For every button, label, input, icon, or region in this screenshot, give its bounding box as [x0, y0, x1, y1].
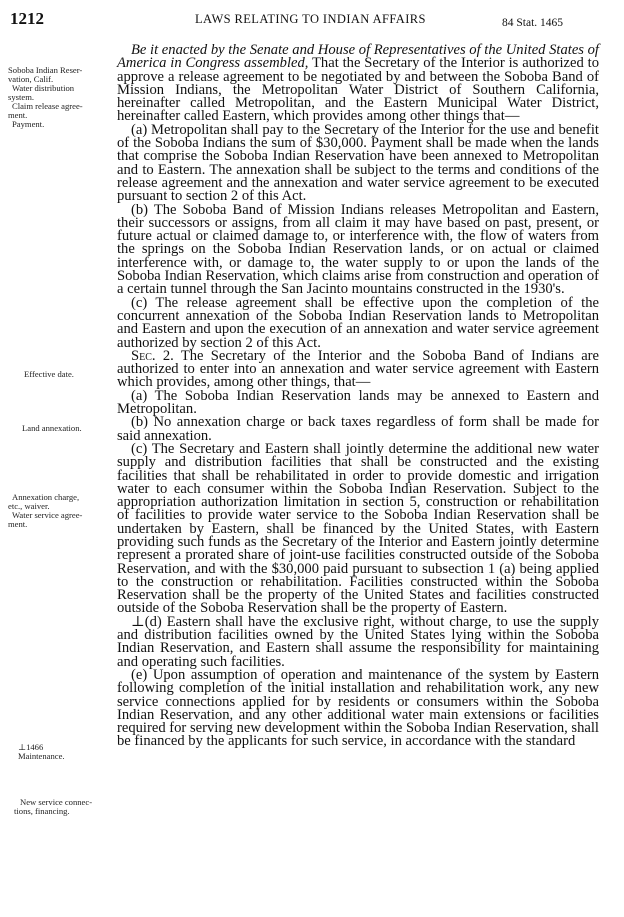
margin-note-line: etc., waiver. [8, 501, 50, 511]
margin-note-line: Payment. [12, 119, 45, 129]
margin-note-land-annexation: Land annexation. [22, 423, 82, 433]
margin-note-line: Water distribution [12, 83, 75, 93]
section-2-paragraph-c: (c) The Secretary and Eastern shall jointly determine the additional new water supply and distribution facilities that shall be constructed and the existing facilities that shall be rehabilitated in order to provide domestic and irrigation water to each consumer within the Soboba Indian Reservation. Subject to the appropriation authorization limitation in section 5, construction or rehabilitation of facilities to provide water service to the Soboba Indian Reservation shall be undertaken by Eastern, shall be financed by the United States, with Eastern providing such funds as the Secretary of the Interior and Eastern jointly determine represent a prorated share of joint-use facilities constructed outside of the Soboba Reservation, and with the $30,000 paid pursuant to subsection 1 (a) being applied to the construction or rehabilitation. Facilities constructed within the Soboba Reservation shall be the property of the United States and facilities constructed outside of the Soboba Reservation shall be the property of Eastern. [117, 440, 599, 617]
section-text: The Secretary of the Interior and the Soboba Band of Indians are authorized to enter into an annexation and water service agreement with Eastern which provides, among other things, that— [117, 347, 600, 391]
enacting-formula: Be it enacted by the Senate and House of Representatives of the United States of America in Congress assembled, [117, 42, 599, 72]
margin-note-annexation-charge [8, 493, 116, 529]
margin-note-line: Claim release agree- [12, 101, 83, 111]
margin-note-line: ment. [8, 110, 28, 120]
margin-note-line: tions, financing. [14, 806, 70, 816]
section-2 [117, 347, 600, 391]
paragraph-c: (c) The release agreement shall be effective upon the completion of the concurrent annexation of the Soboba Indian Reservation lands to Metropolitan and Eastern and upon the execution of an annexation and water service agreement authorized by section 2 of this Act. [117, 294, 599, 351]
margin-note-line: ⊥1466 [18, 742, 44, 752]
margin-note-line: system. [8, 92, 35, 102]
enacting-text: That the Secretary of the Interior is authorized to approve a release agreement to be negotiated by and between the Soboba Band of Mission Indians, the Metropolitan Water District of Southern California, hereinafter called Metropolitan, and the Eastern Municipal Water District, hereinafter called Eastern, which provides among other things that— [117, 55, 599, 125]
paragraph-a: (a) Metropolitan shall pay to the Secretary of the Interior for the use and benefit of the Soboba Indians the sum of $30,000. Payment shall be made when the lands that comprise the Soboba Indian Reservation have been annexed to Metropolitan and to Eastern. The annexation shall be subject to the terms and conditions of the release agreement and the annexation and water service agreement to be executed pursuant to section 2 of this Act. [117, 121, 599, 205]
margin-note-line: ment. [8, 519, 28, 529]
page-number: 1212 [10, 9, 44, 28]
statute-reference: 84 Stat. 1465 [502, 17, 564, 29]
section-2-paragraph-a: (a) The Soboba Indian Reservation lands may be annexed to Eastern and Metropolitan. [117, 387, 599, 418]
margin-note-maintenance [18, 743, 126, 761]
margin-note-line: New service connec- [20, 797, 93, 807]
margin-note-soboba [8, 66, 116, 129]
margin-note-line: Annexation charge, [12, 492, 80, 502]
section-2-paragraph-b: (b) No annexation charge or back taxes regardless of form shall be made for said annexation. [117, 414, 599, 444]
margin-note-effective-date: Effective date. [24, 369, 74, 379]
margin-note-line: Soboba Indian Reser- [8, 65, 83, 75]
margin-note-line: vation, Calif. [8, 74, 54, 84]
section-label: Sec. 2. [131, 347, 174, 364]
margin-note-new-service [14, 798, 122, 816]
section-2-paragraph-d: ⊥(d) Eastern shall have the exclusive right, without charge, to use the supply and distribution facilities owned by the United States lying within the Soboba Indian Reservation, and Eastern shall assume the responsibility for maintaining and operating such facilities. [117, 613, 599, 670]
main-text [117, 44, 599, 749]
running-head: LAWS RELATING TO INDIAN AFFAIRS [195, 12, 426, 26]
section-2-paragraph-e: (e) Upon assumption of operation and maintenance of the system by Eastern following completion of the initial installation and rehabilitation work, any new service connections applied for by residents or consumers within the Soboba Indian Reservation, and any other additional water main extensions or facilities required for serving new development within the Soboba Indian Reservation, shall be financed by the applicants for such service, in accordance with the standard [117, 666, 599, 750]
paragraph-b: (b) The Soboba Band of Mission Indians releases Metropolitan and Eastern, their successors or assigns, from all claim it may have based on past, present, or future actual or claimed damage to, or interference with, the flow of waters from the springs on the Soboba Indian Reservation lands, or on actual or claimed interference with, or damage to, the water supply to or upon the lands of the Soboba Indian Reservation, which claims arise from construction and operation of a certain tunnel through the San Jacinto mountains constructed in the 1930's. [117, 201, 599, 298]
enacting-clause [117, 44, 599, 124]
margin-note-line: Water service agree- [12, 510, 83, 520]
margin-note-line: Maintenance. [18, 751, 65, 761]
